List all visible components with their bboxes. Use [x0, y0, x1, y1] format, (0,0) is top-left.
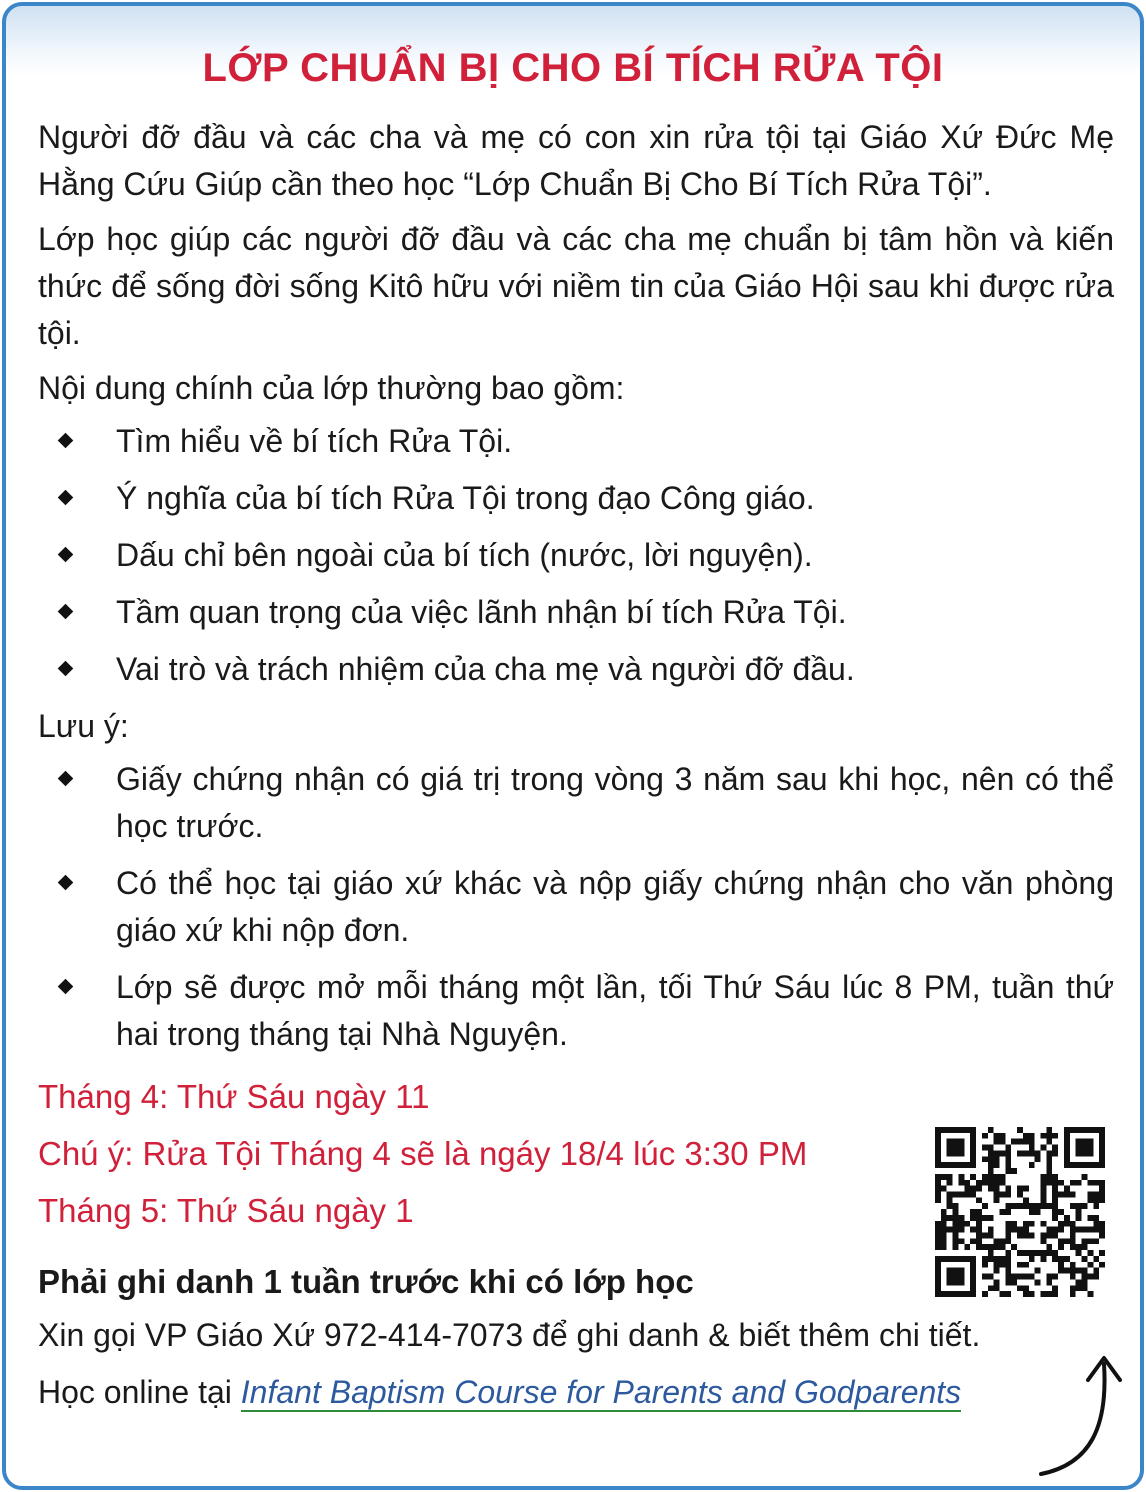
page-title: LỚP CHUẨN BỊ CHO BÍ TÍCH RỬA TỘI [202, 46, 944, 90]
flyer-card [2, 2, 1144, 1490]
intro-paragraph: Người đỡ đầu và các cha và mẹ có con xin rửa tội tại Giáo Xứ Đức Mẹ Hằng Cứu Giúp cần theo học “Lớp Chuẩn Bị Cho Bí Tích Rửa Tội”. [38, 119, 1114, 202]
list-item: Vai trò và trách nhiệm của cha mẹ và người đỡ đầu. [38, 646, 1114, 693]
note-heading: Lưu ý: [38, 708, 129, 744]
list-item: Tìm hiểu về bí tích Rửa Tội. [38, 418, 1114, 465]
note-list [38, 756, 1114, 1058]
schedule-notice: Chú ý: Rửa Tội Tháng 4 sẽ là ngáy 18/4 lúc 3:30 PM [38, 1135, 808, 1172]
curved-arrow-icon [1036, 1346, 1136, 1481]
list-item: Tầm quan trọng của việc lãnh nhận bí tích Rửa Tội. [38, 589, 1114, 636]
online-course-link[interactable]: Infant Baptism Course for Parents and Godparents [240, 1374, 962, 1410]
schedule-may: Tháng 5: Thứ Sáu ngày 1 [38, 1192, 414, 1229]
list-item: Có thể học tại giáo xứ khác và nộp giấy chứng nhận cho văn phòng giáo xứ khi nộp đơn. [38, 860, 1114, 954]
content-list [38, 418, 1114, 693]
diamond-bullet-icon [58, 604, 74, 620]
list-item: Ý nghĩa của bí tích Rửa Tội trong đạo Công giáo. [38, 475, 1114, 522]
register-notice: Phải ghi danh 1 tuần trước khi có lớp học [38, 1263, 694, 1300]
contact-line: Xin gọi VP Giáo Xứ 972-414-7073 để ghi danh & biết thêm chi tiết. [38, 1317, 981, 1353]
list-item: Dấu chỉ bên ngoài của bí tích (nước, lời nguyện). [38, 532, 1114, 579]
diamond-bullet-icon [58, 661, 74, 677]
diamond-bullet-icon [58, 490, 74, 506]
schedule-april: Tháng 4: Thứ Sáu ngày 11 [38, 1078, 430, 1115]
diamond-bullet-icon [58, 979, 74, 995]
diamond-bullet-icon [58, 771, 74, 787]
diamond-bullet-icon [58, 433, 74, 449]
online-line [38, 1364, 1114, 1421]
list-item: Giấy chứng nhận có giá trị trong vòng 3 năm sau khi học, nên có thể học trước. [38, 756, 1114, 850]
list-item: Lớp sẽ được mở mỗi tháng một lần, tối Thứ Sáu lúc 8 PM, tuần thứ hai trong tháng tại Nhà Nguyện. [38, 964, 1114, 1058]
diamond-bullet-icon [58, 875, 74, 891]
qr-code-icon[interactable] [935, 1127, 1105, 1297]
diamond-bullet-icon [58, 547, 74, 563]
content-heading: Nội dung chính của lớp thường bao gồm: [38, 370, 625, 406]
purpose-paragraph: Lớp học giúp các người đỡ đầu và các cha mẹ chuẩn bị tâm hồn và kiến thức để sống đời sống Kitô hữu với niềm tin của Giáo Hội sau khi được rửa tội. [38, 221, 1114, 351]
online-prefix: Học online tại [38, 1374, 241, 1410]
